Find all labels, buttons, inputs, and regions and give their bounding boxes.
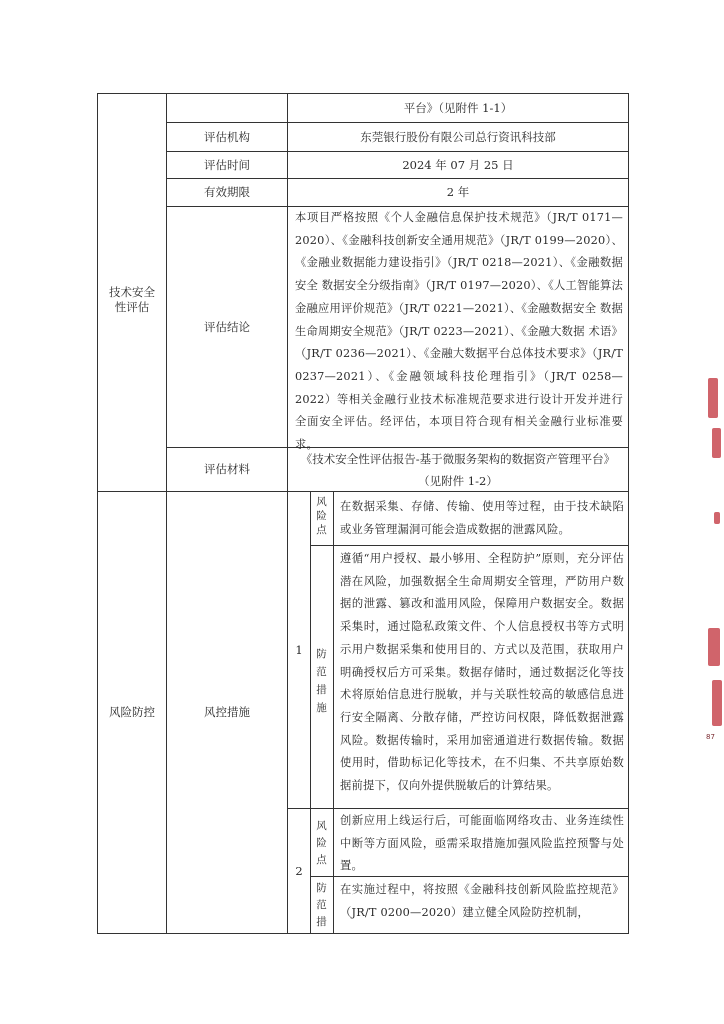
material-label: 评估材料 (204, 462, 250, 476)
item1-prevention-text: 遵循“用户授权、最小够用、全程防护”原则，充分评估潜在风险，加强数据全生命周期安全管理，严防用户数据的泄露、篡改和滥用风险，保障用户数据安全。数据采集时，通过隐私政策文件、个人信息授权书等方式明示用户数据采集和使用目的、方式以及范围，获取用户明确授权后方可采集。数据存储时，通过数据泛化等技术将原始信息进行脱敏，并与关联性较高的敏感信息进行安全隔离、分散存储，严控访问权限，降低数据泄露风险。数据传输时，采用加密通道进行数据传输。数据使用时，借助标记化等技术，在不归集、不共享原始数据前提下，仅向外提供脱敏后的计算结果。 (340, 552, 624, 793)
eval-org-label: 评估机构 (204, 129, 250, 144)
section-tech-label: 技术安全性评估 (109, 285, 155, 314)
table-line (310, 545, 629, 546)
table-line (628, 93, 629, 933)
item2-risk-label: 风险点 (316, 820, 327, 866)
table-line (97, 933, 629, 934)
item1-number: 1 (295, 642, 303, 657)
seal-fragment (708, 628, 720, 666)
item2-number: 2 (295, 863, 303, 878)
continued-text: 平台》（见附件 1-1） (403, 100, 513, 115)
conclusion-text: 本项目严格按照《个人金融信息保护技术规范》（JR/T 0171—2020）、《金融科技创新安全通用规范》（JR/T 0199—2020）、《金融业数据能力建设指引》（JR/T 0218—2021）、《金融数据安全 数据安全分级指南》（JR/T 0197—2020）、《人工智能算法金融应用评价规范》（JR/T 0221—2021）、《金融数据安全 数据生命周期安全规范》（JR/T 0223—2021）、《金融大数据 术语》（JR/T 0236—2021）、《金融大数据平台总体技术要求》（JR/T 0237—2021）、《金融领域科技伦理指引》（JR/T 0258—2022）等相关金融行业技术标准规范要求进行设计开发并进行全面安全评估。经评估，本项目符合现有相关金融行业标准要求。 (295, 211, 623, 452)
item1-risk-label: 风险点 (316, 496, 327, 536)
table-line (333, 491, 334, 933)
table-line (287, 808, 629, 809)
eval-time-value: 2024 年 07 月 25 日 (402, 157, 514, 172)
valid-value: 2 年 (446, 185, 470, 199)
item1-risk-text: 在数据采集、存储、传输、使用等过程，由于技术缺陷或业务管理漏洞可能会造成数据的泄露风险。 (340, 500, 624, 536)
measures-label: 风控措施 (204, 705, 250, 719)
valid-label: 有效期限 (204, 185, 250, 199)
eval-org-value: 东莞银行股份有限公司总行资讯科技部 (360, 129, 556, 144)
eval-time-label: 评估时间 (204, 157, 250, 172)
item2-risk-text: 创新应用上线运行后，可能面临网络攻击、业务连续性中断等方面风险，亟需采取措施加强风险监控预警与处置。 (340, 814, 624, 873)
item2-prevention-label: 防范措 (316, 882, 327, 928)
item1-prevention-label: 防范措施 (316, 648, 327, 714)
section-risk-label: 风险防控 (109, 705, 155, 719)
item2-prevention-text: 在实施过程中，将按照《金融科技创新风险监控规范》（JR/T 0200—2020）建立健全风险防控机制， (340, 883, 624, 919)
seal-number: 87 (706, 733, 715, 741)
seal-fragment (712, 680, 722, 726)
seal-fragment (714, 512, 720, 524)
conclusion-label: 评估结论 (204, 319, 250, 334)
seal-fragment (712, 428, 721, 458)
table-line (310, 491, 311, 933)
seal-fragment (708, 378, 718, 418)
material-text: 《技术安全性评估报告-基于微服务架构的数据资产管理平台》（见附件 1-2） (300, 451, 616, 488)
